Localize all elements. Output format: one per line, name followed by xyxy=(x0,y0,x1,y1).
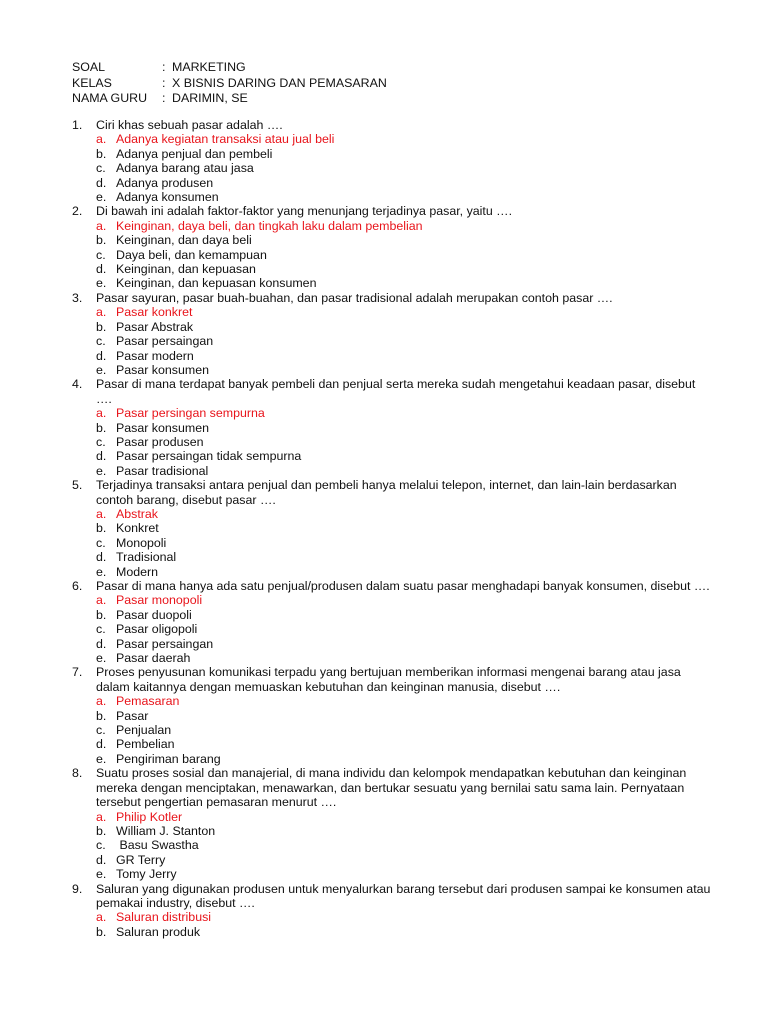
option-text: Pasar persaingan xyxy=(116,334,214,349)
answer-option xyxy=(72,334,712,348)
header-colon: : xyxy=(162,75,166,90)
header-value: X BISNIS DARING DAN PEMASARAN xyxy=(172,75,387,90)
option-letter: d. xyxy=(96,636,107,651)
option-letter: d. xyxy=(96,175,107,190)
option-letter: b. xyxy=(96,319,107,334)
option-text: Adanya konsumen xyxy=(116,190,219,205)
option-text: Abstrak xyxy=(116,506,159,521)
option-letter: e. xyxy=(96,564,107,579)
answer-option xyxy=(72,449,712,463)
question-stem: Di bawah ini adalah faktor-faktor yang menunjang terjadinya pasar, yaitu …. xyxy=(96,204,513,219)
option-list xyxy=(72,132,712,204)
option-text: Tomy Jerry xyxy=(116,867,177,882)
answer-option xyxy=(72,161,712,175)
answer-option xyxy=(72,637,712,651)
question-item xyxy=(72,118,712,204)
option-letter: c. xyxy=(96,434,106,449)
question-item xyxy=(72,766,712,881)
option-text: Pasar persaingan xyxy=(116,636,214,651)
question-stem: Terjadinya transaksi antara penjual dan pembeli hanya melalui telepon, internet, dan lain-lain berdasarkan contoh barang, disebut pasar …. xyxy=(96,478,677,507)
option-letter: a. xyxy=(96,305,107,320)
option-letter: b. xyxy=(96,708,107,723)
question-stem: Proses penyusunan komunikasi terpadu yang bertujuan memberikan informasi mengenai barang atau jasa dalam kaitannya dengan memuaskan kebutuhan dan keinginan manusia, disebut …. xyxy=(96,665,681,694)
option-letter: b. xyxy=(96,924,107,939)
answer-option xyxy=(72,723,712,737)
question-item xyxy=(72,291,712,377)
answer-option xyxy=(72,233,712,247)
answer-option-correct xyxy=(72,305,712,319)
option-text: Keinginan, dan kepuasan xyxy=(116,262,256,277)
option-text: Pasar modern xyxy=(116,348,194,363)
option-list xyxy=(72,593,712,665)
question-number: 4. xyxy=(72,377,83,392)
header-row-subject xyxy=(72,60,387,76)
option-text: Saluran distribusi xyxy=(116,910,212,925)
option-text: Penjualan xyxy=(116,723,172,738)
option-letter: c. xyxy=(96,247,106,262)
answer-option xyxy=(72,464,712,478)
answer-option xyxy=(72,565,712,579)
option-text: Saluran produk xyxy=(116,924,201,939)
option-letter: b. xyxy=(96,521,107,536)
question-stem: Suatu proses sosial dan manajerial, di mana individu dan kelompok mendapatkan kebutuhan dan keinginan mereka dengan menciptakan, menawarkan, dan bertukar sesuatu yang bernilai satu sama lain. Pernyataan tersebut pengertian pemasaran menurut …. xyxy=(96,766,687,810)
option-letter: d. xyxy=(96,449,107,464)
question-number: 6. xyxy=(72,579,83,593)
option-list xyxy=(72,910,712,939)
answer-option-correct xyxy=(72,219,712,233)
option-letter: b. xyxy=(96,146,107,161)
answer-option xyxy=(72,925,712,939)
option-letter: c. xyxy=(96,723,106,738)
answer-option-correct xyxy=(72,694,712,708)
option-text: Pasar konsumen xyxy=(116,420,209,435)
option-text: William J. Stanton xyxy=(116,823,216,838)
question-number: 9. xyxy=(72,881,83,896)
option-letter: b. xyxy=(96,607,107,622)
answer-option xyxy=(72,651,712,665)
header-label: KELAS xyxy=(72,75,112,90)
option-letter: d. xyxy=(96,348,107,363)
option-letter: c. xyxy=(96,838,106,853)
answer-option xyxy=(72,824,712,838)
question-text xyxy=(72,377,712,406)
option-letter: c. xyxy=(96,622,106,637)
option-text: Modern xyxy=(116,564,159,579)
option-text: Pembelian xyxy=(116,737,175,752)
option-text: Pasar xyxy=(116,708,149,723)
option-text: Adanya produsen xyxy=(116,175,214,190)
option-text: Tradisional xyxy=(116,550,177,565)
option-letter: a. xyxy=(96,132,107,147)
option-text: Pasar konkret xyxy=(116,305,193,320)
option-text: Philip Kotler xyxy=(116,809,183,824)
answer-option-correct xyxy=(72,406,712,420)
answer-option xyxy=(72,190,712,204)
option-letter: a. xyxy=(96,593,107,608)
option-list xyxy=(72,305,712,377)
option-text: Monopoli xyxy=(116,535,167,550)
option-text: Daya beli, dan kemampuan xyxy=(116,247,267,262)
question-stem: Ciri khas sebuah pasar adalah …. xyxy=(96,118,283,132)
header-colon: : xyxy=(162,91,166,105)
header-value: MARKETING xyxy=(172,60,246,74)
option-list xyxy=(72,507,712,579)
option-text: Pemasaran xyxy=(116,694,180,709)
question-number: 3. xyxy=(72,290,83,305)
option-letter: a. xyxy=(96,910,107,925)
option-letter: a. xyxy=(96,694,107,709)
option-list xyxy=(72,694,712,766)
option-text: Pasar daerah xyxy=(116,651,191,666)
answer-option xyxy=(72,276,712,290)
option-letter: b. xyxy=(96,823,107,838)
question-stem: Pasar di mana terdapat banyak pembeli dan penjual serta mereka sudah mengetahui keadaan pasar, disebut …. xyxy=(96,377,696,406)
option-letter: d. xyxy=(96,262,107,277)
answer-option xyxy=(72,435,712,449)
answer-option xyxy=(72,536,712,550)
answer-option xyxy=(72,737,712,751)
question-stem: Saluran yang digunakan produsen untuk menyalurkan barang tersebut dari produsen sampai ke konsumen atau pemakai industry, disebut …. xyxy=(96,881,711,910)
answer-option xyxy=(72,709,712,723)
header-row-class xyxy=(72,76,387,92)
question-number: 7. xyxy=(72,665,83,680)
header-label: NAMA GURU xyxy=(72,91,148,105)
option-letter: e. xyxy=(96,867,107,882)
answer-option-correct xyxy=(72,132,712,146)
answer-option xyxy=(72,349,712,363)
option-text: Keinginan, daya beli, dan tingkah laku dalam pembelian xyxy=(116,218,423,233)
option-letter: b. xyxy=(96,233,107,248)
option-text: Pengiriman barang xyxy=(116,751,221,766)
option-letter: a. xyxy=(96,406,107,421)
option-text: Pasar persingan sempurna xyxy=(116,406,265,421)
answer-option xyxy=(72,752,712,766)
answer-option xyxy=(72,838,712,852)
answer-option xyxy=(72,176,712,190)
option-text: Adanya kegiatan transaksi atau jual beli xyxy=(116,132,335,147)
question-number: 2. xyxy=(72,204,83,219)
question-item xyxy=(72,204,712,290)
answer-option xyxy=(72,867,712,881)
option-letter: b. xyxy=(96,420,107,435)
answer-option xyxy=(72,853,712,867)
document-header xyxy=(72,60,387,107)
answer-option xyxy=(72,363,712,377)
question-text xyxy=(72,291,712,305)
option-letter: d. xyxy=(96,737,107,752)
option-text: Pasar duopoli xyxy=(116,607,192,622)
option-text: Pasar persaingan tidak sempurna xyxy=(116,449,302,464)
answer-option xyxy=(72,521,712,535)
header-value: DARIMIN, SE xyxy=(172,91,248,105)
question-item xyxy=(72,882,712,940)
answer-option-correct xyxy=(72,810,712,824)
option-text: Pasar oligopoli xyxy=(116,622,198,637)
answer-option-correct xyxy=(72,910,712,924)
option-letter: e. xyxy=(96,190,107,205)
option-text: Pasar produsen xyxy=(116,434,204,449)
option-text: Keinginan, dan daya beli xyxy=(116,233,252,248)
option-text: Adanya penjual dan pembeli xyxy=(116,146,273,161)
option-letter: a. xyxy=(96,809,107,824)
option-letter: e. xyxy=(96,276,107,291)
option-list xyxy=(72,810,712,882)
answer-option xyxy=(72,147,712,161)
question-stem: Pasar sayuran, pasar buah-buahan, dan pasar tradisional adalah merupakan contoh pasar …. xyxy=(96,290,613,305)
question-number: 5. xyxy=(72,478,83,493)
option-text: Adanya barang atau jasa xyxy=(116,161,254,176)
option-letter: c. xyxy=(96,334,106,349)
option-letter: a. xyxy=(96,218,107,233)
answer-option xyxy=(72,262,712,276)
header-row-teacher xyxy=(72,91,387,107)
option-letter: d. xyxy=(96,550,107,565)
option-letter: a. xyxy=(96,506,107,521)
option-text: Pasar monopoli xyxy=(116,593,203,608)
header-colon: : xyxy=(162,60,166,74)
question-item xyxy=(72,579,712,665)
header-label: SOAL xyxy=(72,60,106,74)
question-text xyxy=(72,478,712,507)
question-text xyxy=(72,882,712,911)
question-text xyxy=(72,665,712,694)
option-text: Keinginan, dan kepuasan konsumen xyxy=(116,276,317,291)
question-item xyxy=(72,377,712,478)
option-letter: d. xyxy=(96,852,107,867)
question-text xyxy=(72,118,712,132)
question-stem: Pasar di mana hanya ada satu penjual/produsen dalam suatu pasar menghadapi banyak konsumen, disebut …. xyxy=(96,579,710,593)
option-list xyxy=(72,406,712,478)
option-letter: e. xyxy=(96,751,107,766)
question-text xyxy=(72,766,712,809)
question-item xyxy=(72,478,712,579)
answer-option xyxy=(72,320,712,334)
question-text xyxy=(72,204,712,218)
option-text: Pasar Abstrak xyxy=(116,319,194,334)
answer-option-correct xyxy=(72,593,712,607)
option-text: Pasar konsumen xyxy=(116,362,209,377)
option-text: Basu Swastha xyxy=(116,838,199,853)
question-number: 1. xyxy=(72,118,83,132)
answer-option xyxy=(72,550,712,564)
option-text: GR Terry xyxy=(116,852,166,867)
question-number: 8. xyxy=(72,766,83,781)
option-text: Pasar tradisional xyxy=(116,463,209,478)
answer-option xyxy=(72,608,712,622)
option-letter: c. xyxy=(96,535,106,550)
question-item xyxy=(72,665,712,766)
answer-option-correct xyxy=(72,507,712,521)
option-text: Konkret xyxy=(116,521,159,536)
answer-option xyxy=(72,248,712,262)
option-letter: e. xyxy=(96,362,107,377)
answer-option xyxy=(72,421,712,435)
option-letter: e. xyxy=(96,651,107,666)
answer-option xyxy=(72,622,712,636)
option-list xyxy=(72,219,712,291)
option-letter: c. xyxy=(96,161,106,176)
question-text xyxy=(72,579,712,593)
option-letter: e. xyxy=(96,463,107,478)
question-list xyxy=(72,118,712,939)
